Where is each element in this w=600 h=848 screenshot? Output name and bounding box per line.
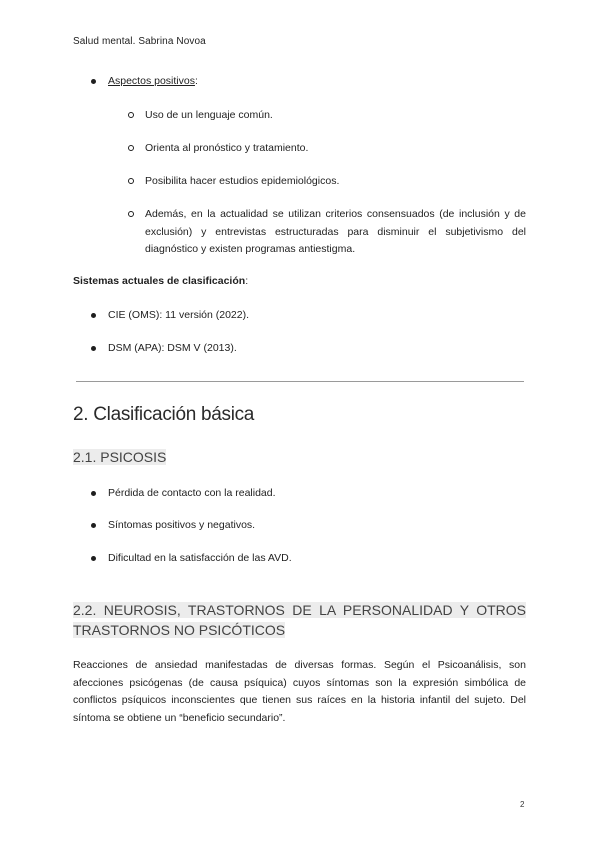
bullet-dot-icon [91, 346, 96, 351]
section-title: 2. Clasificación básica [73, 404, 255, 425]
page-number: 2 [520, 800, 525, 809]
bullet-circle-icon [128, 112, 134, 118]
bullet-circle-icon [128, 178, 134, 184]
aspectos-positivos-label: Aspectos positivos [108, 75, 195, 87]
neurosis-paragraph: Reacciones de ansiedad manifestadas de diversas formas. Según el Psicoanálisis, son afecciones psicógenas (de causa psíquica) cuyos síntomas son la expresión simbólica de conflictos psíquicos inconscientes que tienen sus raíces en la historia infantil del sujeto. Del síntoma se obtiene un “beneficio secundario”. [73, 659, 526, 724]
bullet-dot-icon [91, 491, 96, 496]
bullet-circle-icon [128, 145, 134, 151]
neurosis-heading: 2.2. NEUROSIS, TRASTORNOS DE LA PERSONALIDAD Y OTROS TRASTORNOS NO PSICÓTICOS [73, 602, 526, 638]
page-header: Salud mental. Sabrina Novoa [73, 36, 206, 47]
sistemas-heading: Sistemas actuales de clasificación: [73, 275, 249, 287]
bullet-dot-icon [91, 523, 96, 528]
bullet-dot-icon [91, 556, 96, 561]
bullet-circle-icon [128, 211, 134, 217]
psicosis-heading: 2.1. PSICOSIS [73, 449, 167, 465]
bullet-dot-icon [91, 79, 96, 84]
document-page: Salud mental. Sabrina Novoa Aspectos positivos: Uso de un lenguaje común. Orienta al pronóstico y tratamiento. Posibilita hacer estudios epidemiológicos. Además, en la actualidad se utilizan criterios consensuados (de inclusión y de exclusión) y entrevistas estructuradas para disminuir el subjetivismo del diagnóstico y existen programas antiestigma. Sistemas actuales de clasificación: CIE (OMS): 11 versión (2022). DSM (APA): DSM V (2013). 2. Clasificación básica 2.1. PSICOSIS Pérdida de contacto con la realidad. Síntomas positivos y negativos. Dificultad en la satisfacción de las AVD. 2.2. NEUROSIS, TRASTORNOS DE LA PERSONALIDAD Y OTROS TRASTORNOS NO PSICÓTICOS Reacciones de ansiedad manifestadas de diversas formas. Según el Psicoanálisis, son afecciones psicógenas (de causa psíquica) cuyos síntomas son la expresión simbólica de conflictos psíquicos inconscientes que tienen sus raíces en la historia infantil del sujeto. Del síntoma se obtiene un “beneficio secundario”. 2 [73, 36, 526, 809]
bullet-dot-icon [91, 313, 96, 318]
horizontal-divider [76, 381, 524, 382]
